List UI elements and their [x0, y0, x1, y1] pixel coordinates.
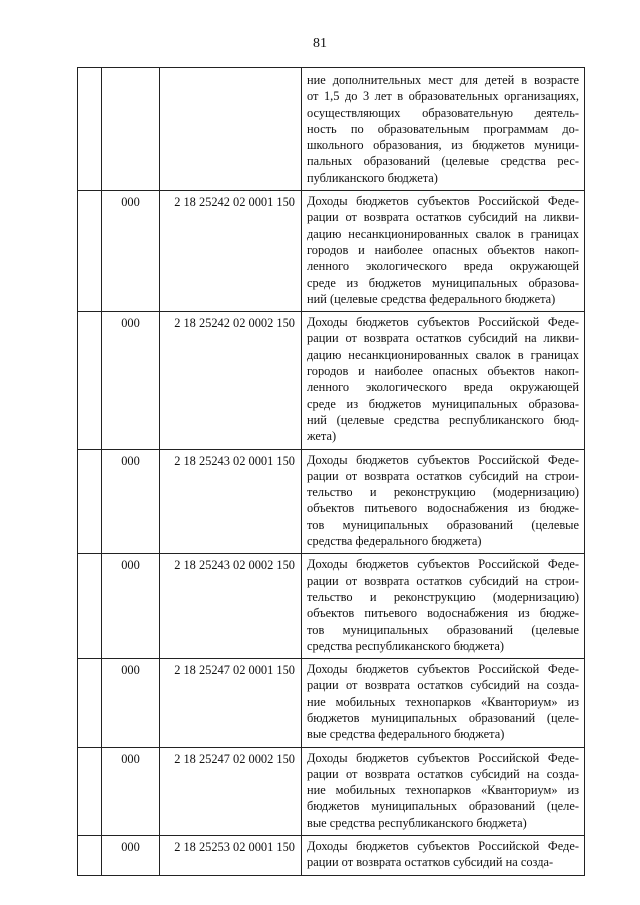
revenue-name-line: тельство и реконструкцию (модернизацию): [307, 485, 579, 500]
kbk-code-cell: [160, 68, 302, 191]
revenue-name-line: рации от возврата остатков субсидий на созда-: [307, 766, 579, 781]
table-row: [78, 659, 585, 747]
revenue-name-line: рации от возврата остатков субсидий на созда-: [307, 678, 579, 693]
kbk-code-cell: 2 18 25247 02 0002 150: [160, 747, 302, 835]
revenue-name-line: дацию несанкционированных свалок в границах: [307, 226, 579, 241]
revenue-name-cell: [302, 191, 585, 312]
revenue-name-line: Доходы бюджетов субъектов Российской Феде-: [307, 315, 579, 330]
revenue-name-line: Доходы бюджетов субъектов Российской Феде-: [307, 839, 579, 854]
revenue-name-line: рации от возврата остатков субсидий на созда-: [307, 855, 554, 870]
revenue-name-line: объектов питьевого водоснабжения из бюдже-: [307, 501, 579, 516]
revenue-name-line: тельство и реконструкцию (модернизацию): [307, 589, 579, 604]
blank-cell: [78, 68, 102, 191]
revenue-name-cell: [302, 836, 585, 876]
admin-code-cell: [102, 68, 160, 191]
table-row: [78, 312, 585, 449]
revenue-name-line: городов и наиболее опасных объектов накоп-: [307, 364, 579, 379]
revenue-name-line: вые средства федерального бюджета): [307, 727, 505, 742]
revenue-name-line: рации от возврата остатков субсидий на ликви-: [307, 331, 579, 346]
revenue-name-line: ние дополнительных мест для детей в возрасте: [307, 73, 579, 87]
revenue-name-line: рации от возврата остатков субсидий на строи-: [307, 468, 579, 483]
revenue-name-line: школьного образования, из бюджетов муници-: [307, 138, 579, 153]
revenue-name-line: жета): [307, 429, 337, 444]
blank-cell: [78, 747, 102, 835]
kbk-code-cell: 2 18 25243 02 0001 150: [160, 449, 302, 554]
revenue-name-line: рации от возврата остатков субсидий на строи-: [307, 573, 579, 588]
blank-cell: [78, 836, 102, 876]
revenue-name-line: ние мобильных технопарков «Кванториум» из: [307, 783, 579, 798]
revenue-name-cell: [302, 659, 585, 747]
revenue-name-line: ность по образовательным программам до-: [307, 121, 579, 136]
revenue-name-line: рации от возврата остатков субсидий на ликви-: [307, 210, 579, 225]
admin-code-cell: 000: [102, 449, 160, 554]
revenue-name-line: ний (целевые средства республиканского бюд-: [307, 412, 579, 427]
revenue-name-line: ленного экологического вреда окружающей: [307, 380, 579, 395]
revenue-name-line: среде из бюджетов муниципальных образова-: [307, 275, 579, 290]
admin-code-cell: 000: [102, 554, 160, 659]
revenue-name-line: тов муниципальных образований (целевые: [307, 517, 579, 532]
revenue-name-line: осуществляющих образовательную деятель-: [307, 105, 579, 120]
admin-code-cell: 000: [102, 312, 160, 449]
revenue-name-line: среде из бюджетов муниципальных образова-: [307, 396, 579, 411]
blank-cell: [78, 191, 102, 312]
revenue-name-cell: [302, 554, 585, 659]
admin-code-cell: 000: [102, 836, 160, 876]
kbk-code-cell: 2 18 25242 02 0001 150: [160, 191, 302, 312]
kbk-code-cell: 2 18 25242 02 0002 150: [160, 312, 302, 449]
revenue-name-line: вые средства республиканского бюджета): [307, 815, 527, 830]
page-number: 81: [313, 36, 327, 51]
table-body: [78, 68, 585, 876]
table-row: [78, 68, 585, 191]
table-row: [78, 191, 585, 312]
revenue-name-line: дацию несанкционированных свалок в границах: [307, 347, 579, 362]
revenue-name-line: бюджетов муниципальных образований (целе-: [307, 799, 579, 814]
revenue-name-cell: [302, 449, 585, 554]
admin-code-cell: 000: [102, 659, 160, 747]
revenue-name-line: Доходы бюджетов субъектов Российской Феде-: [307, 452, 579, 467]
budget-codes-table: [77, 67, 585, 876]
revenue-name-line: тов муниципальных образований (целевые: [307, 622, 579, 637]
revenue-name-line: Доходы бюджетов субъектов Российской Феде-: [307, 194, 579, 209]
blank-cell: [78, 659, 102, 747]
table-row: [78, 449, 585, 554]
kbk-code-cell: 2 18 25253 02 0001 150: [160, 836, 302, 876]
table-row: [78, 747, 585, 835]
table-row: [78, 836, 585, 876]
revenue-name-cell: [302, 68, 585, 191]
blank-cell: [78, 449, 102, 554]
kbk-code-cell: 2 18 25243 02 0002 150: [160, 554, 302, 659]
revenue-name-line: Доходы бюджетов субъектов Российской Феде-: [307, 750, 579, 765]
admin-code-cell: 000: [102, 191, 160, 312]
revenue-name-line: городов и наиболее опасных объектов накоп-: [307, 242, 579, 257]
revenue-name-line: средства федерального бюджета): [307, 534, 482, 549]
table-row: [78, 554, 585, 659]
blank-cell: [78, 554, 102, 659]
revenue-name-line: объектов питьевого водоснабжения из бюдже-: [307, 606, 579, 621]
revenue-name-line: бюджетов муниципальных образований (целе-: [307, 710, 579, 725]
revenue-name-cell: [302, 747, 585, 835]
revenue-name-line: Доходы бюджетов субъектов Российской Феде-: [307, 557, 579, 572]
revenue-name-line: Доходы бюджетов субъектов Российской Феде-: [307, 662, 579, 677]
revenue-name-line: средства республиканского бюджета): [307, 638, 504, 653]
revenue-name-cell: [302, 312, 585, 449]
revenue-name-line: ленного экологического вреда окружающей: [307, 259, 579, 274]
revenue-name-line: ний (целевые средства федерального бюджета): [307, 291, 556, 306]
admin-code-cell: 000: [102, 747, 160, 835]
blank-cell: [78, 312, 102, 449]
revenue-name-line: пальных образований (целевые средства рес-: [307, 154, 579, 169]
revenue-name-line: публиканского бюджета): [307, 170, 438, 185]
revenue-name-line: от 1,5 до 3 лет в образовательных организациях,: [307, 89, 579, 104]
kbk-code-cell: 2 18 25247 02 0001 150: [160, 659, 302, 747]
revenue-name-line: ние мобильных технопарков «Кванториум» из: [307, 694, 579, 709]
